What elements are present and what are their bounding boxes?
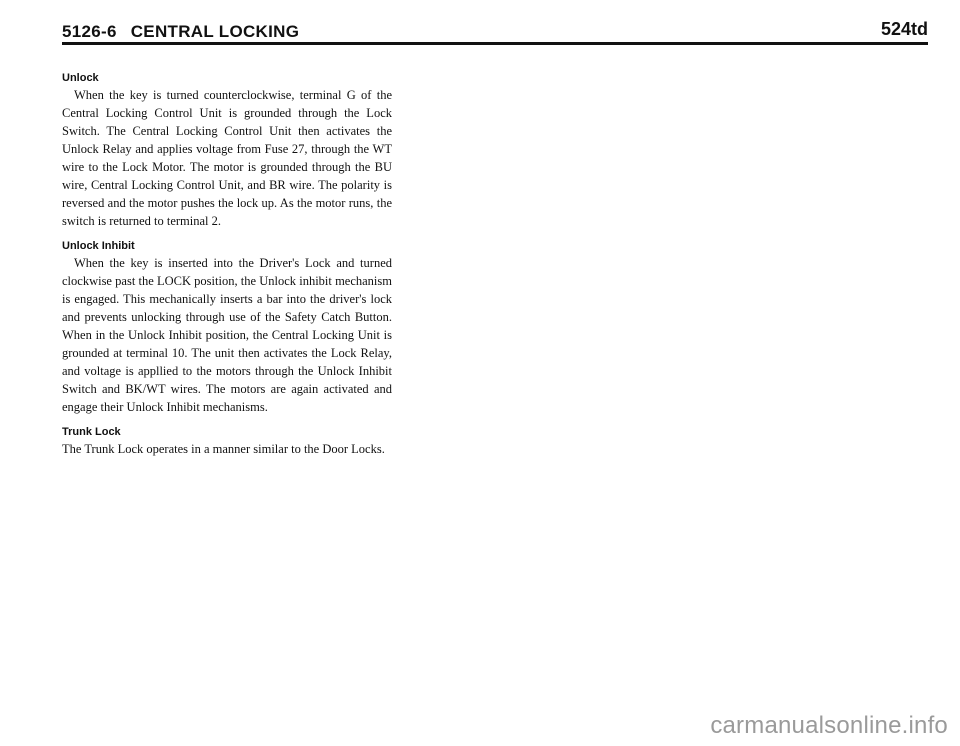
section-title: CENTRAL LOCKING [130,22,300,41]
section-unlock-inhibit [62,238,392,416]
section-number: 5126-6 [62,22,117,41]
watermark: carmanualsonline.info [710,712,948,739]
text-column [62,70,392,466]
section-heading: Unlock Inhibit [62,240,135,252]
section-trunk-lock [62,424,392,458]
section-paragraph: When the key is turned counterclockwise, terminal G of the Central Locking Control Unit is grounded through the Lock Switch. The Central Locking Control Unit then activates the Unlock Relay and applies voltage from Fuse 27, through the WT wire to the Lock Motor. The motor is grounded through the BU wire, Central Locking Control Unit, and BR wire. The polarity is reversed and the motor pushes the lock up. As the motor runs, the switch is returned to terminal 2. [62,88,392,228]
section-unlock [62,70,392,230]
section-paragraph: The Trunk Lock operates in a manner similar to the Door Locks. [62,442,385,456]
model-code: 524td [880,19,928,39]
section-paragraph: When the key is inserted into the Driver's Lock and turned clockwise past the LOCK position, the Unlock inhibit mechanism is engaged. This mechanically inserts a bar into the driver's lock and prevents unlocking through use of the Safety Catch Button. When in the Unlock Inhibit position, the Central Locking Unit is grounded at terminal 10. The unit then activates the Lock Relay, and voltage is appllied to the motors through the Unlock Inhibit Switch and BK/WT wires. The motors are again activated and engage their Unlock Inhibit mechanisms. [62,256,392,414]
section-header [62,22,299,42]
section-heading: Unlock [62,72,99,84]
header-rule [62,42,928,45]
section-heading: Trunk Lock [62,426,121,438]
